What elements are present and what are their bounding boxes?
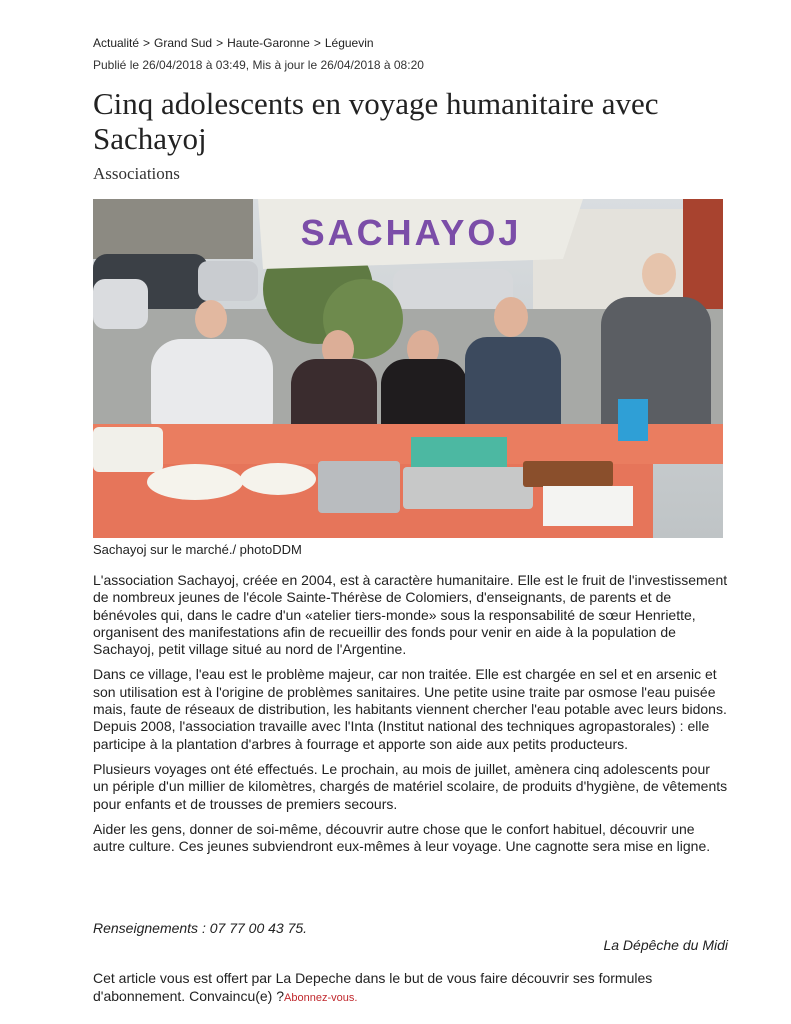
article-source: La Dépêche du Midi	[603, 937, 728, 953]
article-category: Associations	[93, 164, 180, 183]
breadcrumb-item-actualite[interactable]: Actualité	[93, 36, 140, 50]
breadcrumb-separator: >	[143, 36, 151, 50]
breadcrumb-separator: >	[216, 36, 224, 50]
breadcrumb-item-haute-garonne[interactable]: Haute-Garonne	[227, 36, 310, 50]
breadcrumb-separator: >	[313, 36, 321, 50]
article-title: Cinq adolescents en voyage humanitaire avec Sachayoj	[93, 86, 659, 156]
breadcrumb-item-leguevin[interactable]: Léguevin	[324, 36, 374, 50]
breadcrumb-item-grand-sud[interactable]: Grand Sud	[154, 36, 213, 50]
subscribe-link[interactable]: Abonnez-vous.	[284, 991, 358, 1004]
article-paragraph: Aider les gens, donner de soi-même, découvrir autre chose que le confort habituel, découvrir une autre culture. Ces jeunes subviendront eux-mêmes à leur voyage. Une cagnotte sera mise en ligne.	[93, 820, 711, 855]
publish-date: Publié le 26/04/2018 à 03:49, Mis à jour le 26/04/2018 à 08:20	[93, 58, 424, 72]
breadcrumb	[93, 36, 374, 50]
subscription-promo	[93, 970, 728, 1007]
article-paragraph: Plusieurs voyages ont été effectués. Le prochain, au mois de juillet, amènera cinq adolescents pour un périple d'un millier de kilomètres, chargés de matériel scolaire, de produits d'hygiène, de vêtements pour enfants et de trousses de premiers secours.	[93, 760, 728, 812]
article-paragraph: L'association Sachayoj, créée en 2004, est à caractère humanitaire. Elle est le fruit de l'investissement de nombreux jeunes de l'école Sainte-Thérèse de Colomiers, d'enseignants, de parents et de bénévoles qui, dans le cadre d'un «atelier tiers-monde» sous la responsabilité de sœur Henriette, organisent des manifestations afin de recueillir des fonds pour venir en aide à la population de Sachayoj, petit village situé au nord de l'Argentine.	[93, 572, 728, 658]
contact-info: Renseignements : 07 77 00 43 75.	[93, 920, 308, 936]
banner-text: SACHAYOJ	[300, 212, 522, 253]
promo-text: Cet article vous est offert par La Depeche dans le but de vous faire découvrir ses formules d'abonnement. Convaincu(e) ?	[93, 970, 653, 1004]
photo-caption: Sachayoj sur le marché./ photoDDM	[93, 542, 302, 557]
article-body	[93, 572, 728, 863]
article-paragraph: Dans ce village, l'eau est le problème majeur, car non traitée. Elle est chargée en sel et en arsenic et son utilisation est à l'origine de problèmes sanitaires. Une petite usine traite par osmose l'eau puisée mais, faute de réseaux de distribution, les habitants viennent chercher l'eau potable avec leurs bidons. Depuis 2008, l'association travaille avec l'Inta (Institut national des techniques agropastorales) : elle participe à la plantation d'arbres à fourrage et apporte son aide aux petits producteurs.	[93, 666, 727, 752]
article-photo	[93, 199, 723, 538]
